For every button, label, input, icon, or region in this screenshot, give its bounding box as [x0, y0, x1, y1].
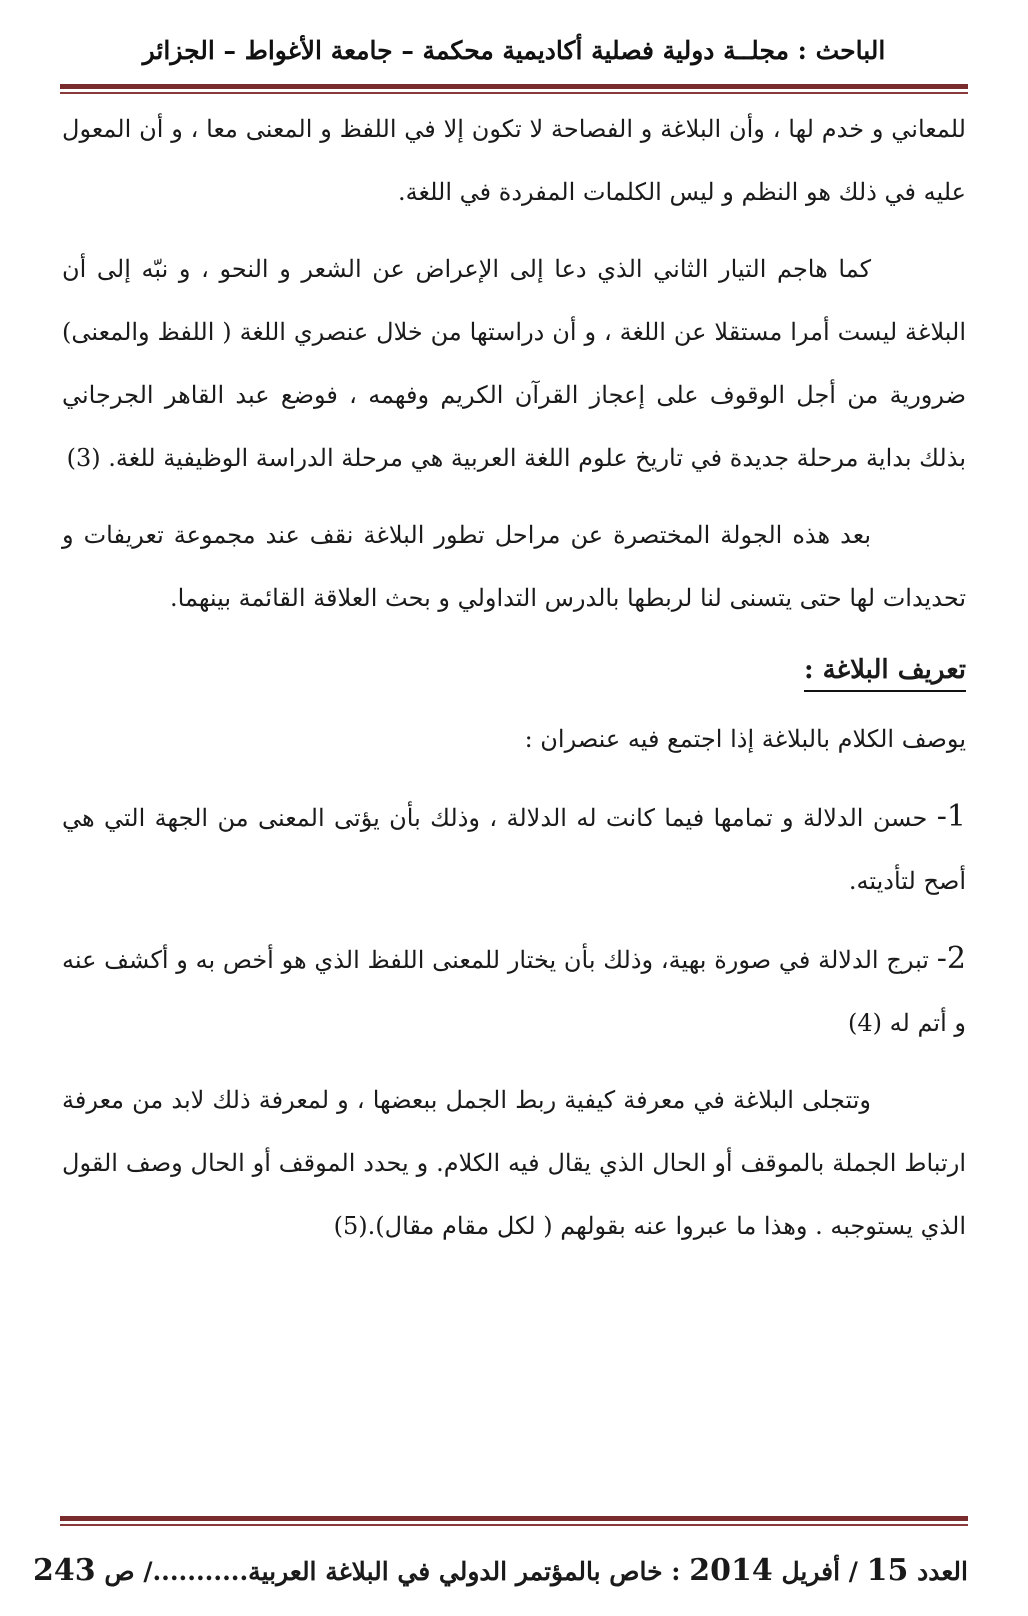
footer-rule-thick [60, 1516, 968, 1521]
running-header: الباحث : مجلــة دولية فصلية أكاديمية محكمة – جامعة الأغواط – الجزائر [142, 36, 886, 65]
footer-year: 2014 [689, 1553, 773, 1588]
footer-rule-thin [60, 1524, 968, 1526]
footer-separator: / [848, 1557, 858, 1586]
paragraph-5: وتتجلى البلاغة في معرفة كيفية ربط الجمل ببعضها ، و لمعرفة ذلك لابد من معرفة ارتباط الجملة بالموقف أو الحال الذي يقال فيه الكلام. و يحدد الموقف أو الحال وصف القول الذي يستوجبه . وهذا ما عبروا عنه بقولهم ( لكل مقام مقال).(5) [62, 1086, 966, 1240]
body-content [62, 98, 966, 1258]
page-footer [33, 1553, 968, 1588]
section-heading-wrap [62, 630, 966, 708]
section-heading: تعريف البلاغة : [804, 650, 966, 692]
list-item-2 [62, 927, 966, 1055]
footer-issue-number: 15 [866, 1553, 909, 1588]
paragraph-4: يوصف الكلام بالبلاغة إذا اجتمع فيه عنصران : [524, 725, 966, 753]
footer-page-label: ص [104, 1557, 135, 1586]
paragraph-2: كما هاجم التيار الثاني الذي دعا إلى الإعراض عن الشعر و النحو ، و نبّه إلى أن البلاغة ليست أمرا مستقلا عن اللغة ، و أن دراستها من خلال عنصري اللغة ( اللفظ والمعنى) ضرورية من أجل الوقوف على إعجاز القرآن الكريم وفهمه ، فوضع عبد القاهر الجرجاني بذلك بداية مرحلة جديدة في تاريخ علوم اللغة العربية هي مرحلة الدراسة الوظيفية للغة. (3) [62, 255, 966, 472]
list-item-1-number: 1- [936, 799, 966, 834]
paragraph-3: بعد هذه الجولة المختصرة عن مراحل تطور البلاغة نقف عند مجموعة تعريفات و تحديدات لها حتى يتسنى لنا لربطها بالدرس التداولي و بحث العلاقة القائمة بينهما. [62, 521, 966, 612]
list-item-1-text: حسن الدلالة و تمامها فيما كانت له الدلالة ، وذلك بأن يؤتى المعنى من الجهة التي هي أصح لتأديته. [62, 804, 966, 895]
list-item-2-number: 2- [936, 941, 966, 976]
footer-page-number: 243 [33, 1553, 96, 1588]
footer-special: : خاص بالمؤتمر الدولي في البلاغة العربية.........../ [143, 1557, 681, 1586]
footer-issue-label: العدد [917, 1557, 968, 1586]
footer-month: أفريل [781, 1557, 841, 1586]
list-item-2-text: تبرج الدلالة في صورة بهية، وذلك بأن يختار للمعنى اللفظ الذي هو أخص به و أكشف عنه و أتم له (4) [62, 946, 966, 1037]
header-rule-thick [60, 84, 968, 89]
list-item-1 [62, 785, 966, 913]
paragraph-1: للمعاني و خدم لها ، وأن البلاغة و الفصاحة لا تكون إلا في اللفظ و المعنى معا ، و أن المعول عليه في ذلك هو النظم و ليس الكلمات المفردة في اللغة. [62, 115, 966, 206]
header-rule-thin [60, 92, 968, 94]
